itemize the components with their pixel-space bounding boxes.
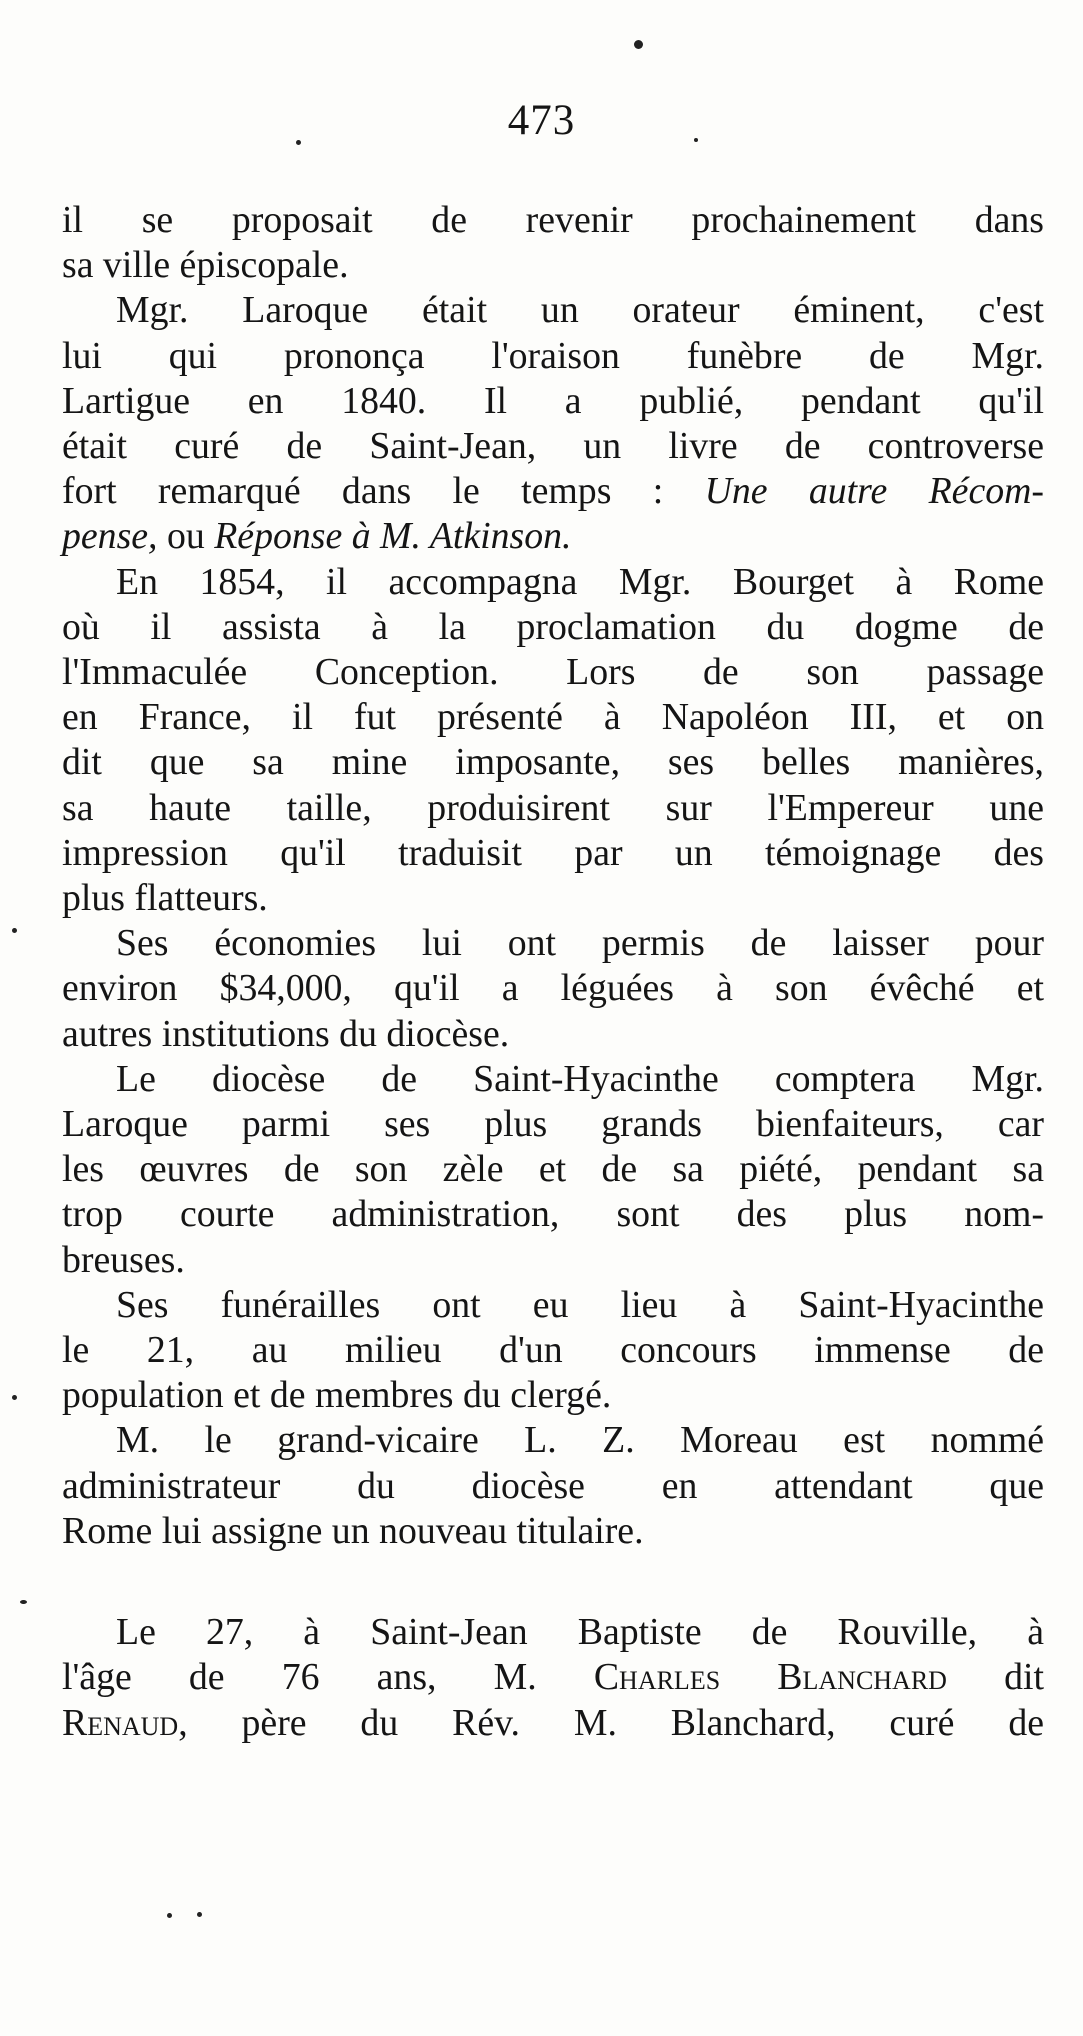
text-line: Ses économies lui ont permis de laisser pour: [116, 922, 1044, 965]
print-speck: [634, 40, 643, 49]
text-line: en France, il fut présenté à Napoléon III, et on: [62, 696, 1044, 739]
text-line: plus flatteurs.: [62, 877, 268, 920]
text-line: sa haute taille, produisirent sur l'Empereur une: [62, 786, 1044, 829]
text-line: [62, 469, 1044, 514]
text-line: où il assista à la proclamation du dogme de: [62, 605, 1044, 648]
book-title: Une autre Récom-: [704, 470, 1044, 513]
book-subtitle: Réponse à M. Atkinson.: [214, 515, 572, 558]
paragraph: [62, 1057, 1044, 1283]
text-line: [62, 1655, 1044, 1700]
person-name: Charles Blanchard: [593, 1656, 947, 1699]
text-line: il se proposait de revenir prochainement dans: [62, 199, 1044, 241]
text-line: En 1854, il accompagna Mgr. Bourget à Rome: [116, 560, 1044, 603]
text-line: Ses funérailles ont eu lieu à Saint-Hyacinthe: [116, 1283, 1044, 1326]
text-line: M. le grand-vicaire L. Z. Moreau est nommé: [116, 1419, 1044, 1462]
text-line: l'Immaculée Conception. Lors de son passage: [62, 651, 1044, 694]
text-run: fort remarqué dans le temps :: [62, 470, 664, 513]
text-line: était curé de Saint-Jean, un livre de controverse: [62, 425, 1044, 468]
paragraph: [62, 288, 1044, 559]
paragraph: [62, 198, 1044, 288]
section-gap: [62, 1554, 1044, 1610]
text-line: population et de membres du clergé.: [62, 1374, 612, 1417]
text-line: Lartigue en 1840. Il a publié, pendant qu'il: [62, 379, 1044, 422]
text-line: lui qui prononça l'oraison funèbre de Mgr.: [62, 334, 1044, 377]
paragraph: [62, 560, 1044, 922]
text-line: dit que sa mine imposante, ses belles manières,: [62, 741, 1044, 784]
print-speck: [12, 1395, 17, 1400]
person-name: Renaud,: [62, 1701, 188, 1744]
print-speck: [20, 1600, 27, 1604]
text-line: administrateur du diocèse en attendant que: [62, 1464, 1044, 1507]
text-line: le 21, au milieu d'un concours immense de: [62, 1329, 1044, 1372]
text-line: impression qu'il traduisit par un témoignage des: [62, 831, 1044, 874]
paragraph: [62, 1610, 1044, 1746]
text-run: pense,: [62, 515, 158, 558]
text-line: environ $34,000, qu'il a léguées à son évêché et: [62, 967, 1044, 1010]
text-run: père du Rév. M. Blanchard, curé de: [241, 1701, 1044, 1744]
text-line: pense, ou Réponse à M. Atkinson.: [62, 515, 572, 558]
text-line: Le 27, à Saint-Jean Baptiste de Rouville, à: [116, 1611, 1044, 1654]
text-line: les œuvres de son zèle et de sa piété, pendant sa: [62, 1148, 1044, 1191]
text-line: Mgr. Laroque était un orateur éminent, c'est: [116, 289, 1044, 332]
text-line: trop courte administration, sont des plus nom-: [62, 1193, 1044, 1236]
print-speck: [12, 928, 17, 933]
text-line: autres institutions du diocèse.: [62, 1012, 510, 1055]
print-speck: [167, 1913, 172, 1918]
text-run: l'âge de 76 ans, M.: [62, 1656, 537, 1699]
print-speck: [197, 1912, 202, 1917]
paragraph: [62, 1418, 1044, 1554]
body-text: [62, 198, 1044, 1746]
text-line: breuses.: [62, 1238, 185, 1281]
text-line: Rome lui assigne un nouveau titulaire.: [62, 1509, 644, 1552]
text-line: Laroque parmi ses plus grands bienfaiteurs, car: [62, 1103, 1044, 1146]
paragraph: [62, 1283, 1044, 1419]
text-line: [62, 1701, 1044, 1746]
text-run: dit: [1004, 1656, 1044, 1699]
paragraph: [62, 921, 1044, 1057]
text-line: sa ville épiscopale.: [62, 244, 349, 287]
text-line: Le diocèse de Saint-Hyacinthe comptera Mgr.: [116, 1057, 1044, 1100]
page-number: 473: [507, 97, 576, 144]
